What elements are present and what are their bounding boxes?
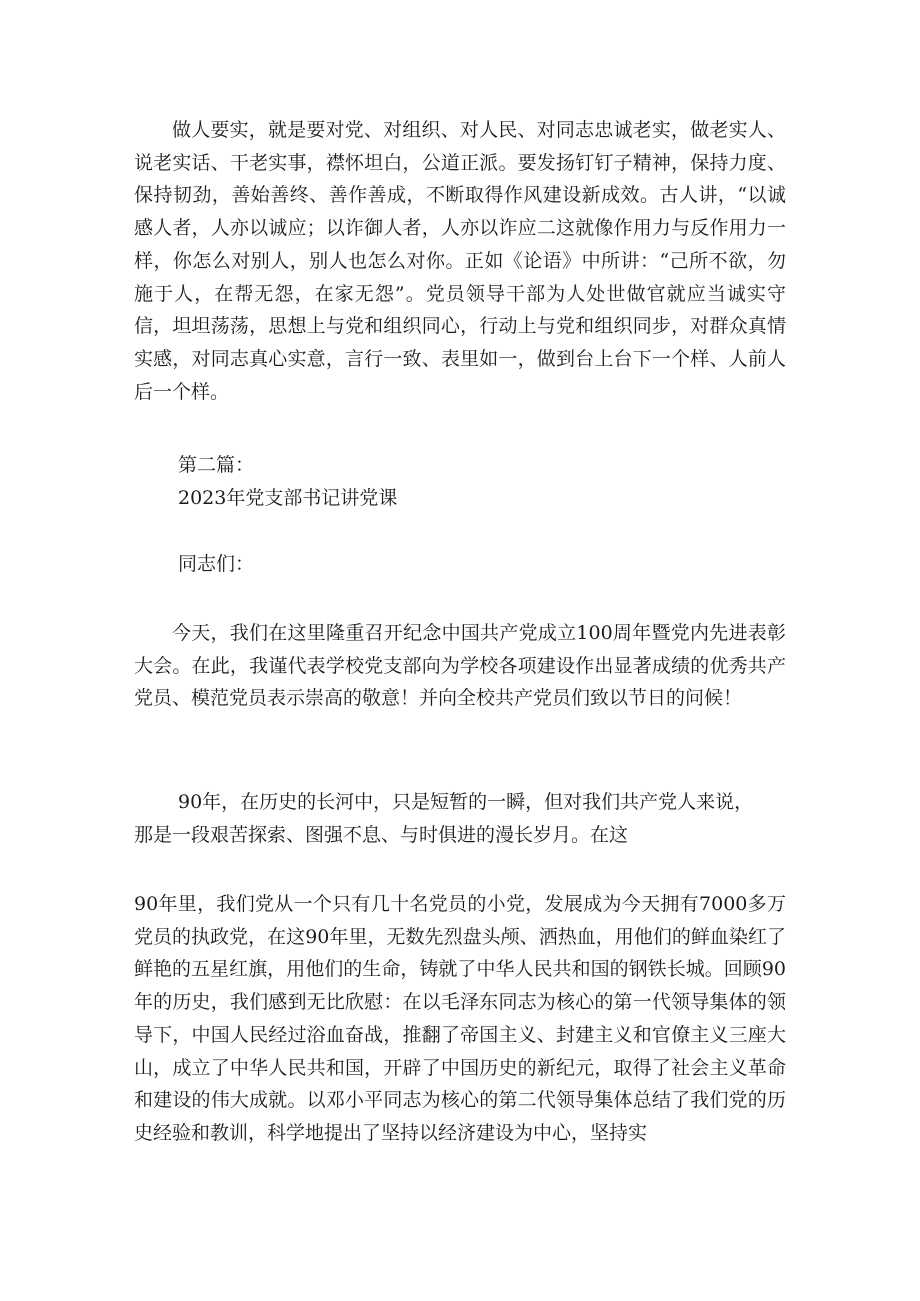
- section-label: 第二篇：: [178, 454, 255, 476]
- paragraph-opening: 今天，我们在这里隆重召开纪念中国共产党成立100周年暨党内先进表彰大会。在此，我谨代表学校党支部向为学校各项建设作出显著成绩的优秀共产党员、模范党员表示崇高的敬意！并向全校共产党员们致以节日的问候！: [134, 622, 786, 710]
- paragraph-party-history: 90年里，我们党从一个只有几十名党员的小党，发展成为今天拥有7000多万党员的执政党，在这90年里，无数先烈盘头颅、洒热血，用他们的鲜血染红了鲜艳的五星红旗，用他们的生命，铸就了中华人民共和国的钢铁长城。回顾90年的历史，我们感到无比欣慰：在以毛泽东同志为核心的第一代领导集体的领导下，中国人民经过浴血奋战，推翻了帝国主义、封建主义和官僚主义三座大山，成立了中华人民共和国，开辟了中国历史的新纪元，取得了社会主义革命和建设的伟大成就。以邓小平同志为核心的第二代领导集体总结了我们党的历史经验和教训，科学地提出了坚持以经济建设为中心，坚持实: [134, 893, 786, 1144]
- salutation: 同志们：: [178, 553, 255, 575]
- paragraph-integrity: 做人要实，就是要对党、对组织、对人民、对同志忠诚老实，做老实人、说老实话、干老实事，襟怀坦白，公道正派。要发扬钉钉子精神，保持力度、保持韧劲，善始善终、善作善成，不断取得作风建设新成效。古人讲，“以诚感人者，人亦以诚应；以诈御人者，人亦以诈应二这就像作用力与反作用力一样，你怎么对别人，别人也怎么对你。正如《论语》中所讲：“己所不欲，勿施于人，在帮无怨，在家无怨”。党员领导干部为人处世做官就应当诚实守信，坦坦荡荡，思想上与党和组织同心，行动上与党和组织同步，对群众真情实感，对同志真心实意，言行一致、表里如一，做到台上台下一个样、人前人后一个样。: [134, 119, 786, 403]
- paragraph-history-line-2: 那是一段艰苦探索、图强不息、与时俱进的漫长岁月。在这: [134, 824, 629, 846]
- section-title: 2023年党支部书记讲党课: [178, 487, 398, 509]
- paragraph-history-line-1: 90年，在历史的长河中，只是短暂的一瞬，但对我们共产党人来说，: [178, 791, 754, 813]
